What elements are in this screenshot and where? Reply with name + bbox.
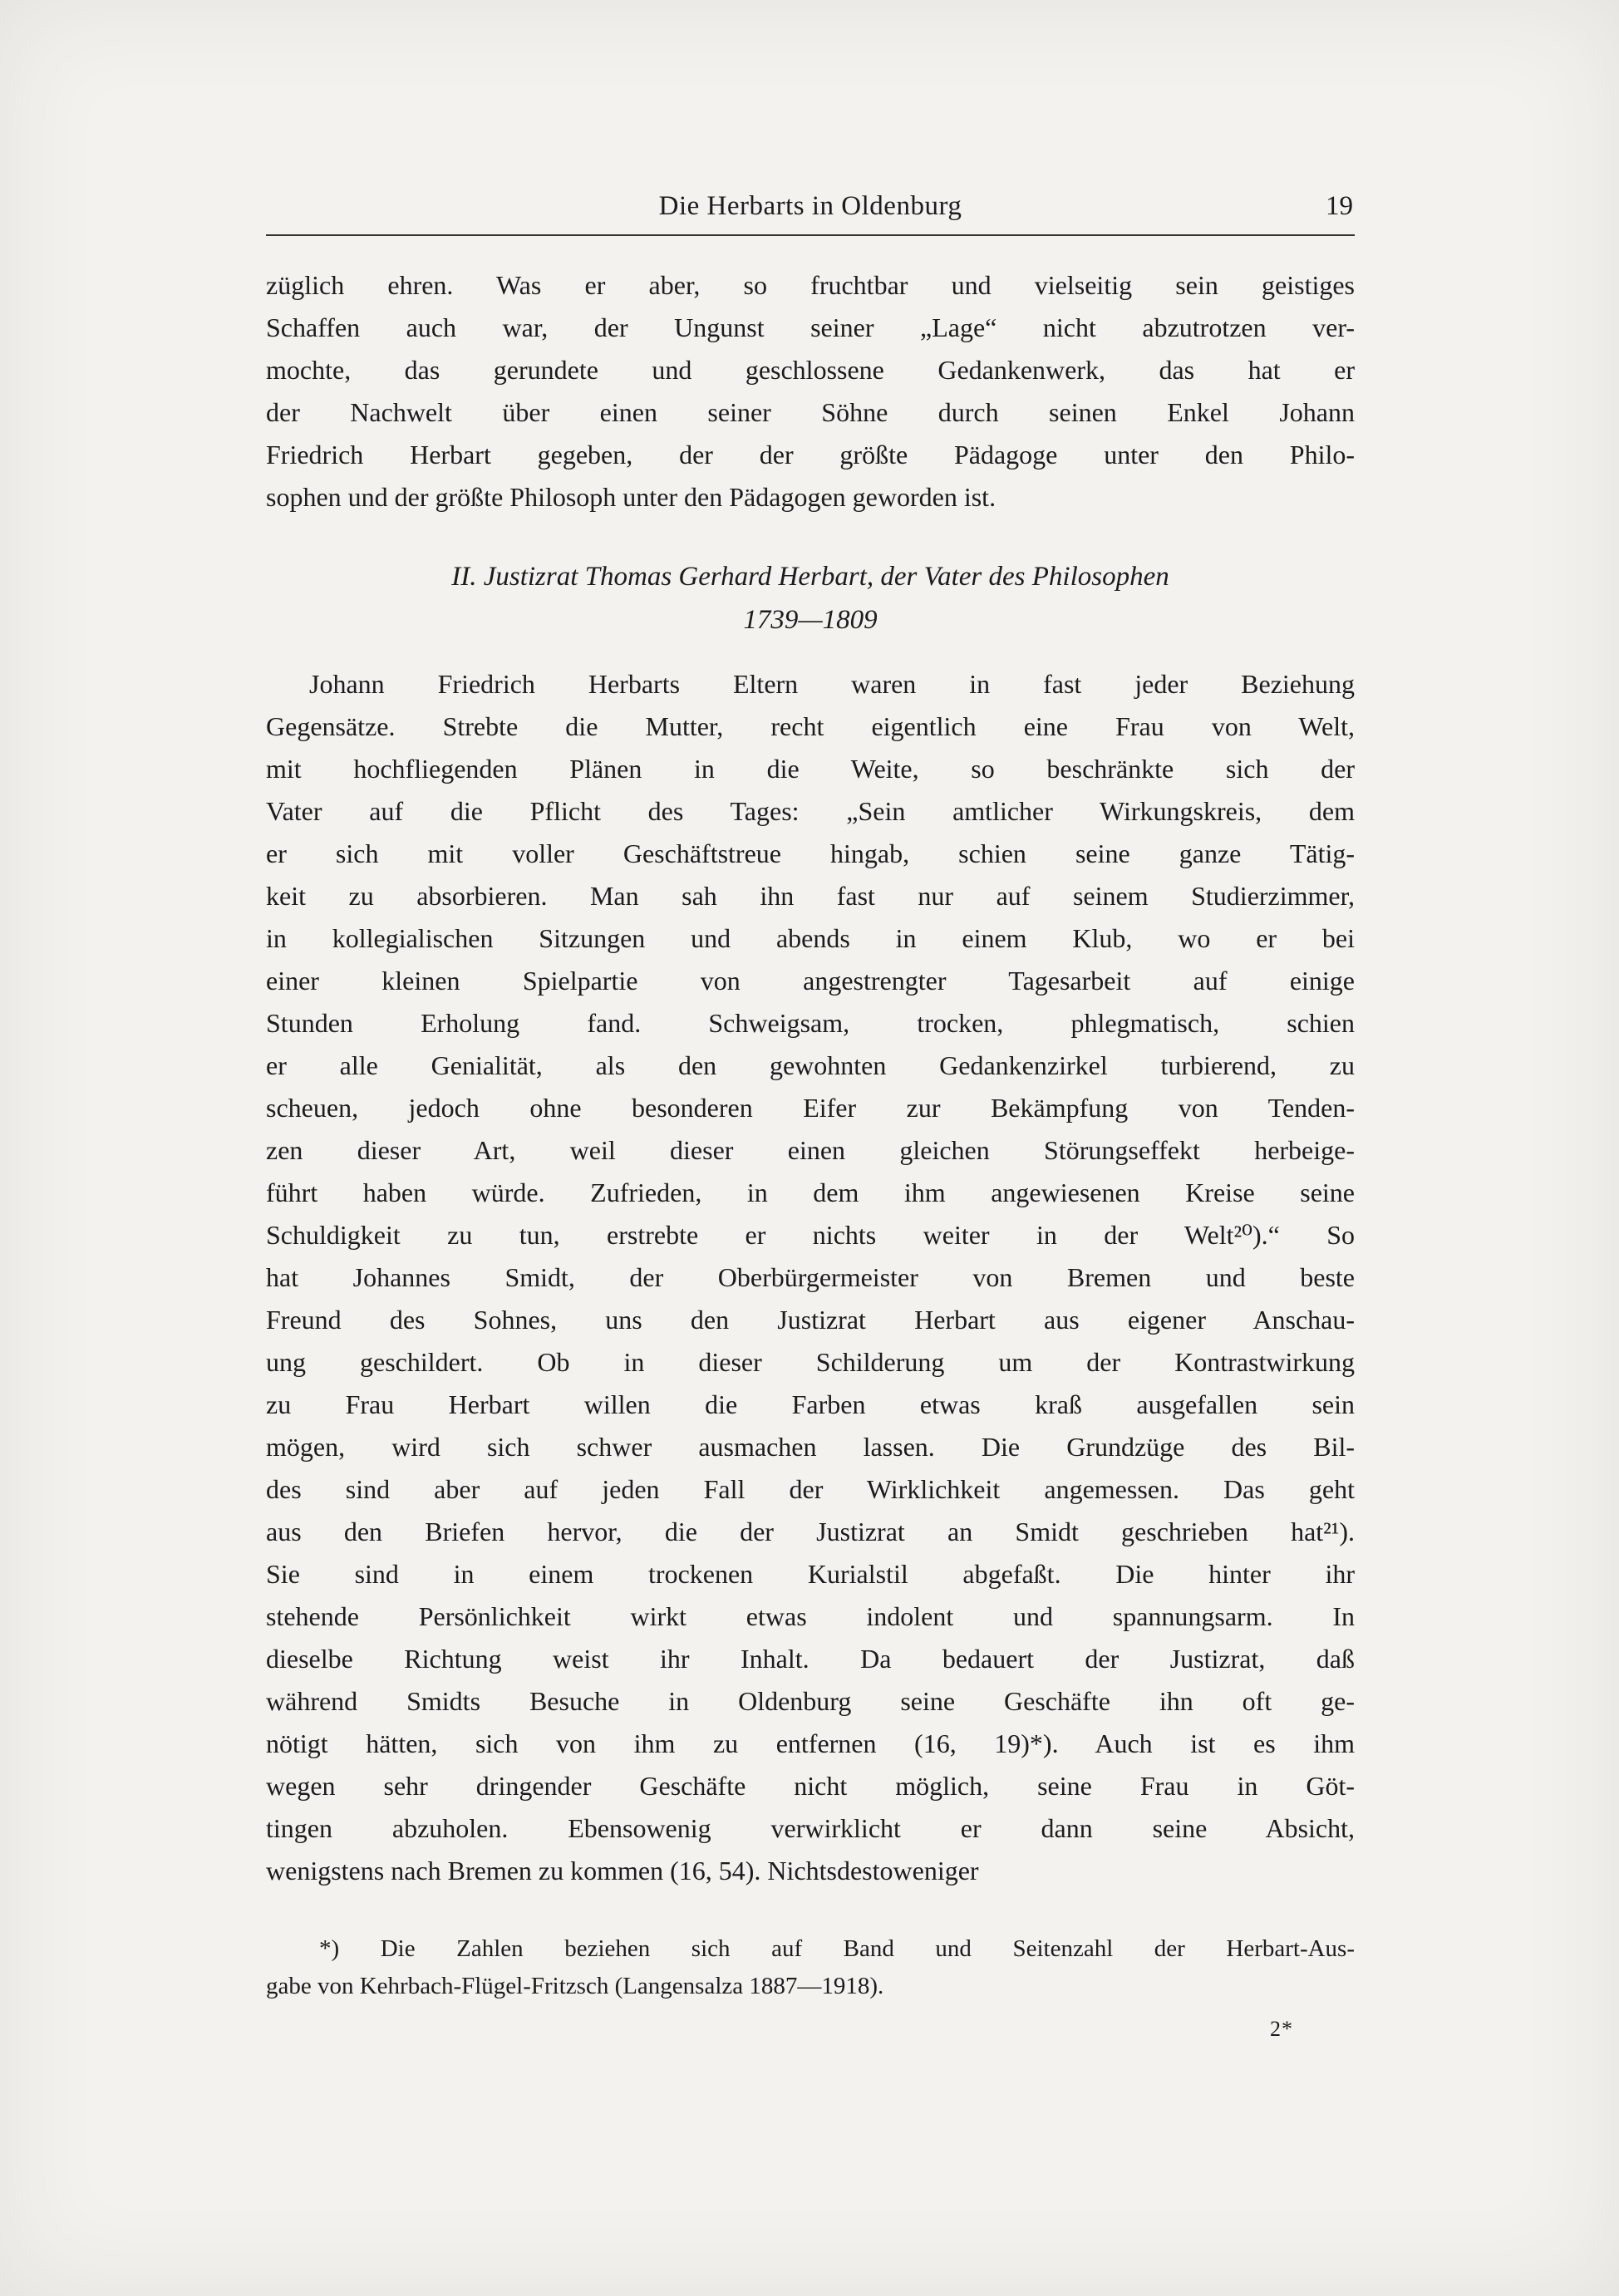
- footnote: [266, 1930, 1355, 2005]
- section-heading-line1: II. Justizrat Thomas Gerhard Herbart, der Vater des Philosophen: [451, 562, 1169, 592]
- text-line: keit zu absorbieren. Man sah ihn fast nur auf seinem Studierzimmer,: [266, 881, 1355, 911]
- text-line: *) Die Zahlen beziehen sich auf Band und Seitenzahl der Herbart-Aus-: [319, 1935, 1355, 1962]
- text-line: tingen abzuholen. Ebensowenig verwirklicht er dann seine Absicht,: [266, 1813, 1355, 1843]
- signature-mark: 2*: [1270, 2017, 1293, 2041]
- section-heading-line2: 1739—1809: [743, 605, 878, 635]
- text-line: aus den Briefen hervor, die der Justizrat an Smidt geschrieben hat²¹).: [266, 1517, 1355, 1546]
- text-line: mochte, das gerundete und geschlossene Gedankenwerk, das hat er: [266, 355, 1355, 385]
- text-line: Freund des Sohnes, uns den Justizrat Herbart aus eigener Anschau-: [266, 1305, 1355, 1335]
- text-line: züglich ehren. Was er aber, so fruchtbar und vielseitig sein geistiges: [266, 270, 1355, 300]
- text-line: sophen und der größte Philosoph unter den Pädagogen geworden ist.: [266, 482, 996, 512]
- text-line: scheuen, jedoch ohne besonderen Eifer zur Bekämpfung von Tenden-: [266, 1093, 1355, 1123]
- text-line: stehende Persönlichkeit wirkt etwas indolent und spannungsarm. In: [266, 1601, 1355, 1631]
- text-line: zen dieser Art, weil dieser einen gleichen Störungseffekt herbeige-: [266, 1135, 1355, 1165]
- text-line: nötigt hätten, sich von ihm zu entfernen (16, 19)*). Auch ist es ihm: [266, 1728, 1355, 1758]
- text-line: Sie sind in einem trockenen Kurialstil abgefaßt. Die hinter ihr: [266, 1559, 1355, 1589]
- text-line: hat Johannes Smidt, der Oberbürgermeister von Bremen und beste: [266, 1262, 1355, 1292]
- text-line: in kollegialischen Sitzungen und abends in einem Klub, wo er bei: [266, 923, 1355, 953]
- paragraph-continuation: [266, 264, 1355, 519]
- text-line: Stunden Erholung fand. Schweigsam, trocken, phlegmatisch, schien: [266, 1008, 1355, 1038]
- text-line: Schuldigkeit zu tun, erstrebte er nichts weiter in der Welt²⁰).“ So: [266, 1220, 1355, 1250]
- text-line: während Smidts Besuche in Oldenburg seine Geschäfte ihn oft ge-: [266, 1686, 1355, 1716]
- text-line: mit hochfliegenden Plänen in die Weite, so beschränkte sich der: [266, 754, 1355, 784]
- text-line: des sind aber auf jeden Fall der Wirklichkeit angemessen. Das geht: [266, 1474, 1355, 1504]
- text-line: führt haben würde. Zufrieden, in dem ihm angewiesenen Kreise seine: [266, 1177, 1355, 1207]
- text-line: Friedrich Herbart gegeben, der der größte Pädagoge unter den Philo-: [266, 440, 1355, 470]
- text-line: Schaffen auch war, der Ungunst seiner „Lage“ nicht abzutrotzen ver-: [266, 312, 1355, 342]
- text-line: gabe von Kehrbach-Flügel-Fritzsch (Langensalza 1887—1918).: [266, 1973, 884, 1999]
- text-block: [266, 189, 1355, 2042]
- header-rule: [266, 234, 1355, 236]
- text-line: Gegensätze. Strebte die Mutter, recht eigentlich eine Frau von Welt,: [266, 711, 1355, 741]
- text-line: Vater auf die Pflicht des Tages: „Sein amtlicher Wirkungskreis, dem: [266, 796, 1355, 826]
- text-line: einer kleinen Spielpartie von angestrengter Tagesarbeit auf einige: [266, 966, 1355, 996]
- text-line: mögen, wird sich schwer ausmachen lassen. Die Grundzüge des Bil-: [266, 1432, 1355, 1462]
- page-number: 19: [1326, 191, 1353, 221]
- running-title: Die Herbarts in Oldenburg: [658, 191, 962, 221]
- text-line: der Nachwelt über einen seiner Söhne durch seinen Enkel Johann: [266, 397, 1355, 427]
- text-line: Johann Friedrich Herbarts Eltern waren in fast jeder Beziehung: [309, 669, 1355, 699]
- text-line: wegen sehr dringender Geschäfte nicht möglich, seine Frau in Göt-: [266, 1771, 1355, 1801]
- text-line: er sich mit voller Geschäftstreue hingab, schien seine ganze Tätig-: [266, 838, 1355, 868]
- text-line: dieselbe Richtung weist ihr Inhalt. Da bedauert der Justizrat, daß: [266, 1644, 1355, 1674]
- text-line: zu Frau Herbart willen die Farben etwas kraß ausgefallen sein: [266, 1389, 1355, 1419]
- text-line: ung geschildert. Ob in dieser Schilderung um der Kontrastwirkung: [266, 1347, 1355, 1377]
- running-head: [266, 189, 1355, 223]
- text-line: er alle Genialität, als den gewohnten Gedankenzirkel turbierend, zu: [266, 1050, 1355, 1080]
- paragraph-body: [266, 663, 1355, 1892]
- section-heading: [266, 555, 1355, 642]
- text-line: wenigstens nach Bremen zu kommen (16, 54). Nichtsdestoweniger: [266, 1856, 979, 1885]
